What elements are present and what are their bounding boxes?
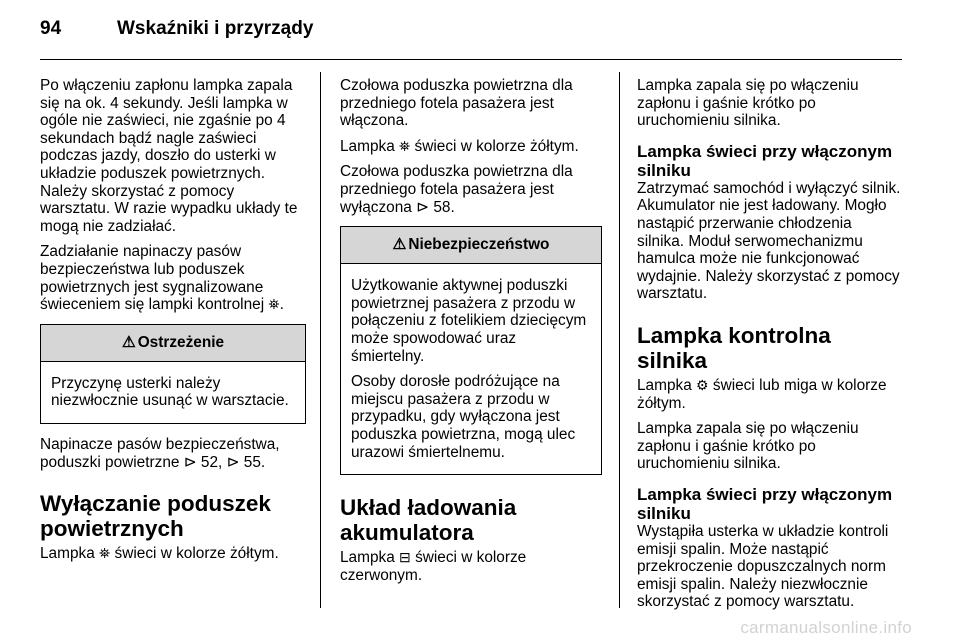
danger-title-text: Niebezpieczeństwo (408, 236, 550, 254)
page-number: 94 (40, 18, 62, 39)
section-heading: Wyłączanie poduszek powietrznych (40, 491, 271, 542)
warning-text: Przyczynę usterki należy niezwłocznie usunąć w warsztacie. (51, 374, 289, 410)
text: Czołowa poduszka powietrzna dla przedniego fotela pasażera jest wyłączona (340, 163, 573, 216)
column-2 (340, 77, 602, 592)
text: Napinacze pasów bezpieczeństwa, poduszki powietrzne (40, 435, 280, 471)
arrow-ref-icon: ⊳ (183, 453, 197, 471)
page-ref-link[interactable]: 58. (433, 198, 455, 216)
section-heading: Układ ładowania akumulatora (340, 495, 517, 546)
paragraph: Czołowa poduszka powietrzna dla przedniego fotela pasażera jest włączona. (340, 77, 573, 130)
column-1 (40, 77, 306, 571)
arrow-ref-icon: ⊳ (226, 453, 240, 471)
airbag-off-icon: ⛯ (399, 137, 411, 154)
paragraph: Po włączeniu zapłonu lampka zapala się na ok. 4 sekundy. Jeśli lampka w ogóle nie zaświeci, nie zgaśnie po 4 sekundach bądź nagle zaświeci podczas jazdy, doszło do usterki w układzie poduszek powietrznych. Należy skorzystać z pomocy warsztatu. W razie wypadku układy te mogą nie zadziałać. (40, 77, 298, 235)
battery-icon: ⊟ (399, 549, 411, 566)
text: Lampka (40, 545, 95, 563)
page-header (40, 18, 313, 48)
text: . (279, 296, 284, 314)
paragraph (340, 549, 602, 584)
airbag-icon: ⛯ (268, 296, 280, 313)
warning-box-title (41, 325, 305, 362)
text: Lampka (340, 137, 395, 155)
paragraph: Lampka zapala się po włączeniu zapłonu i gaśnie krótko po uruchomieniu silnika. (637, 420, 859, 473)
danger-box-title (341, 227, 601, 264)
paragraph: Zatrzymać samochód i wyłączyć silnik. Akumulator nie jest ładowany. Mogło nastąpić przerwanie chłodzenia silnika. Moduł serwomechanizmu hamulca może nie funkcjonować wydajnie. Należy skorzystać z pomocy warsztatu. (637, 179, 901, 303)
text: świeci w kolorze czerwonym. (340, 549, 527, 584)
paragraph (40, 436, 306, 471)
danger-text: Użytkowanie aktywnej poduszki powietrznej pasażera z przodu w połączeniu z fotelikiem dziecięcym może spowodować uraz śmiertelny. (351, 277, 587, 365)
paragraph (40, 243, 306, 313)
paragraph: Lampka zapala się po włączeniu zapłonu i gaśnie krótko po uruchomieniu silnika. (637, 77, 859, 130)
subheading: Lampka świeci przy włączonym silniku (637, 141, 893, 180)
paragraph (340, 138, 602, 156)
airbag-on-icon: ⛯ (99, 545, 111, 562)
warning-box (40, 324, 306, 424)
warning-triangle-icon: ⚠ (392, 236, 407, 254)
paragraph (340, 163, 602, 216)
danger-box-body (341, 264, 601, 474)
warning-title-text: Ostrzeżenie (137, 333, 225, 351)
arrow-ref-icon: ⊳ (416, 198, 430, 216)
paragraph (637, 377, 903, 412)
danger-box (340, 226, 602, 475)
text: świeci w kolorze żółtym. (414, 137, 579, 155)
column-3 (637, 77, 903, 619)
page-ref-link[interactable]: 55. (243, 453, 266, 471)
section-heading: Lampka kontrolna silnika (637, 322, 831, 373)
warning-box-body (41, 362, 305, 423)
text: świeci w kolorze żółtym. (114, 545, 279, 563)
subheading: Lampka świeci przy włączonym silniku (637, 484, 893, 523)
watermark: carmanualsonline.info (740, 618, 912, 637)
column-divider-2 (619, 72, 620, 608)
page-title: Wskaźniki i przyrządy (117, 18, 314, 39)
engine-icon: ⚙ (696, 376, 709, 393)
paragraph: Wystąpiła usterka w układzie kontroli emisji spalin. Może nastąpić przekroczenie dopuszczalnych norm emisji spalin. Należy niezwłocznie skorzystać z pomocy warsztatu. (637, 522, 889, 611)
danger-text: Osoby dorosłe podróżujące na miejscu pasażera z przodu w przypadku, gdy wyłączona jest poduszka powietrzna, mogą ulec urazowi śmiertelnemu. (351, 373, 576, 461)
text: Lampka (340, 549, 395, 567)
text: świeci lub miga w kolorze żółtym. (637, 376, 887, 412)
column-divider-1 (320, 72, 321, 608)
warning-triangle-icon: ⚠ (121, 333, 136, 351)
page-ref-link[interactable]: 52, (200, 453, 223, 471)
text: Zadziałanie napinaczy pasów bezpieczeństwa lub poduszek powietrznych jest sygnalizowane świeceniem się lampki kontrolnej (40, 243, 265, 314)
text: Lampka (637, 376, 692, 394)
header-rule (40, 59, 902, 60)
paragraph (40, 545, 306, 563)
